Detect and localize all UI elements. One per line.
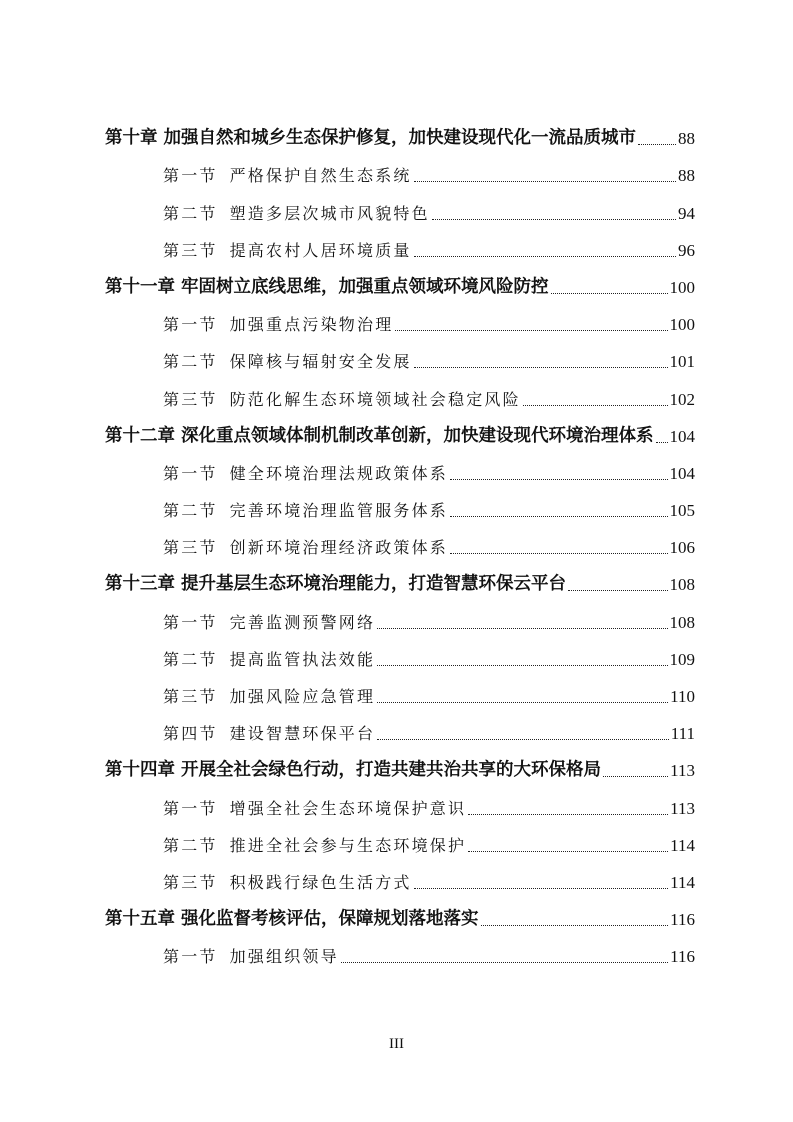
toc-entry[interactable] xyxy=(0,416,793,453)
toc-entry-number: 第四节 xyxy=(163,724,218,744)
toc-entry-title: 深化重点领域体制机制改革创新，加快建设现代环境治理体系 xyxy=(181,425,654,446)
toc-entry[interactable] xyxy=(0,936,793,973)
toc-entry-page: 104 xyxy=(669,426,695,446)
toc-entry-page: 116 xyxy=(670,910,695,930)
toc-entry-title: 推进全社会参与生态环境保护 xyxy=(229,835,467,855)
toc-entry-number: 第三节 xyxy=(163,872,218,892)
toc-entry-label xyxy=(163,312,393,335)
toc-entry-number: 第一节 xyxy=(163,612,218,632)
toc-entry-title: 塑造多层次城市风貌特色 xyxy=(229,203,430,223)
page-number: III xyxy=(389,1036,404,1052)
toc-entry-label xyxy=(105,422,654,447)
toc-entry-label xyxy=(105,756,601,781)
dot-leader xyxy=(377,665,667,666)
toc-entry-number: 第一节 xyxy=(163,798,218,818)
toc-entry-number: 第三节 xyxy=(163,538,218,558)
toc-entry-page: 88 xyxy=(678,166,695,186)
toc-entry-label xyxy=(163,201,430,224)
dot-leader xyxy=(468,851,668,852)
dot-leader xyxy=(568,590,668,591)
toc-entry-label xyxy=(163,647,375,670)
dot-leader xyxy=(395,330,667,331)
toc-entry-page: 108 xyxy=(669,575,695,595)
toc-entry-title: 提高监管执法效能 xyxy=(229,649,376,669)
dot-leader xyxy=(523,405,668,406)
dot-leader xyxy=(450,553,667,554)
toc-entry-label xyxy=(163,387,521,410)
toc-entry-page: 113 xyxy=(670,798,695,818)
toc-entry[interactable] xyxy=(0,378,793,415)
toc-entry-page: 114 xyxy=(670,835,695,855)
toc-entry[interactable] xyxy=(0,862,793,899)
dot-leader xyxy=(377,739,669,740)
toc-entry-label xyxy=(105,570,566,595)
toc-entry[interactable] xyxy=(0,601,793,638)
toc-entry-page: 105 xyxy=(669,501,695,521)
toc-entry-title: 健全环境治理法规政策体系 xyxy=(229,463,449,483)
toc-entry-title: 建设智慧环保平台 xyxy=(229,724,376,744)
toc-entry-label xyxy=(105,124,636,149)
toc-entry-number: 第一节 xyxy=(163,463,218,483)
toc-entry-title: 积极践行绿色生活方式 xyxy=(229,872,412,892)
toc-entry[interactable] xyxy=(0,230,793,267)
table-of-contents xyxy=(0,118,793,973)
toc-entry-page: 104 xyxy=(669,463,695,483)
toc-entry[interactable] xyxy=(0,155,793,192)
toc-entry-page: 108 xyxy=(669,612,695,632)
toc-entry[interactable] xyxy=(0,453,793,490)
toc-entry-title: 开展全社会绿色行动，打造共建共治共享的大环保格局 xyxy=(181,760,601,781)
dot-leader xyxy=(414,888,669,889)
toc-entry-page: 116 xyxy=(670,947,695,967)
dot-leader xyxy=(414,367,668,368)
toc-entry-title: 加强重点污染物治理 xyxy=(229,315,394,335)
toc-entry-title: 加强组织领导 xyxy=(229,947,339,967)
toc-entry[interactable] xyxy=(0,341,793,378)
toc-entry-title: 提高农村人居环境质量 xyxy=(229,240,412,260)
toc-entry-page: 106 xyxy=(669,538,695,558)
toc-entry-title: 保障核与辐射安全发展 xyxy=(229,352,412,372)
toc-entry-page: 101 xyxy=(669,352,695,372)
toc-entry-label xyxy=(163,870,412,893)
dot-leader xyxy=(656,442,668,443)
toc-entry-label xyxy=(163,944,339,967)
toc-entry-number: 第二节 xyxy=(163,501,218,521)
toc-entry[interactable] xyxy=(0,787,793,824)
toc-entry-number: 第二节 xyxy=(163,835,218,855)
toc-entry-number: 第十五章 xyxy=(105,909,175,930)
toc-entry[interactable] xyxy=(0,639,793,676)
toc-entry-label xyxy=(163,796,466,819)
toc-entry-title: 强化监督考核评估，保障规划落地落实 xyxy=(181,909,479,930)
toc-entry-title: 防范化解生态环境领域社会稳定风险 xyxy=(229,389,521,409)
toc-entry-number: 第三节 xyxy=(163,389,218,409)
dot-leader xyxy=(414,181,676,182)
toc-entry-label xyxy=(163,610,375,633)
dot-leader xyxy=(450,479,667,480)
toc-entry-label xyxy=(163,238,412,261)
toc-entry-label xyxy=(163,498,448,521)
toc-entry-page: 88 xyxy=(678,129,695,149)
toc-entry-number: 第二节 xyxy=(163,203,218,223)
dot-leader xyxy=(481,925,669,926)
dot-leader xyxy=(603,776,668,777)
toc-entry-number: 第十四章 xyxy=(105,760,175,781)
toc-entry-page: 100 xyxy=(669,315,695,335)
toc-entry-label xyxy=(105,273,549,298)
toc-entry-label xyxy=(163,833,466,856)
toc-entry-number: 第十三章 xyxy=(105,574,175,595)
toc-entry-label xyxy=(163,461,448,484)
dot-leader xyxy=(414,256,676,257)
toc-entry-label xyxy=(163,535,448,558)
toc-entry-label xyxy=(163,349,412,372)
dot-leader xyxy=(638,144,676,145)
toc-entry[interactable] xyxy=(0,192,793,229)
toc-entry-number: 第三节 xyxy=(163,687,218,706)
toc-entry[interactable] xyxy=(0,564,793,601)
toc-entry-page: 111 xyxy=(670,724,695,744)
toc-entry-title: 严格保护自然生态系统 xyxy=(229,166,412,186)
toc-entry-number: 第一节 xyxy=(163,947,218,967)
toc-entry[interactable] xyxy=(0,490,793,527)
toc-entry-page: 113 xyxy=(670,761,695,781)
dot-leader xyxy=(468,814,668,815)
toc-entry-title: 加强风险应急管理 xyxy=(229,687,376,706)
dot-leader xyxy=(432,219,676,220)
toc-entry[interactable] xyxy=(0,825,793,862)
toc-entry-page: 102 xyxy=(669,389,695,409)
toc-entry[interactable] xyxy=(0,118,793,155)
dot-leader xyxy=(377,702,668,703)
toc-entry[interactable] xyxy=(0,750,793,787)
toc-entry-title: 提升基层生态环境治理能力，打造智慧环保云平台 xyxy=(181,574,566,595)
toc-entry-page: 109 xyxy=(669,649,695,669)
toc-entry-title: 增强全社会生态环境保护意识 xyxy=(229,798,467,818)
toc-entry[interactable] xyxy=(0,899,793,936)
toc-entry-number: 第十二章 xyxy=(105,425,175,446)
toc-entry-number: 第十一章 xyxy=(105,276,175,297)
toc-entry-page: 100 xyxy=(669,277,695,297)
toc-entry-number: 第一节 xyxy=(163,315,218,335)
toc-entry-number: 第三节 xyxy=(163,240,218,260)
toc-entry-page: 110 xyxy=(670,687,695,706)
toc-entry-number: 第一节 xyxy=(163,166,218,186)
toc-entry-number: 第二节 xyxy=(163,352,218,372)
toc-entry-label xyxy=(105,905,479,930)
toc-entry-title: 完善监测预警网络 xyxy=(229,612,376,632)
toc-entry-label xyxy=(163,163,412,186)
dot-leader xyxy=(450,516,667,517)
dot-leader xyxy=(551,293,668,294)
toc-entry-page: 94 xyxy=(678,203,695,223)
toc-entry-title: 加强自然和城乡生态保护修复，加快建设现代化一流品质城市 xyxy=(163,128,636,149)
toc-entry[interactable] xyxy=(0,304,793,341)
toc-entry[interactable] xyxy=(0,527,793,564)
toc-entry-page: 114 xyxy=(670,872,695,892)
toc-entry-label xyxy=(163,721,375,744)
toc-entry[interactable] xyxy=(0,267,793,304)
toc-entry-number: 第十章 xyxy=(105,128,158,149)
toc-entry-title: 创新环境治理经济政策体系 xyxy=(229,538,449,558)
toc-entry-number: 第二节 xyxy=(163,649,218,669)
toc-entry-title: 完善环境治理监管服务体系 xyxy=(229,501,449,521)
toc-entry-page: 96 xyxy=(678,240,695,260)
toc-entry-title: 牢固树立底线思维，加强重点领域环境风险防控 xyxy=(181,276,549,297)
toc-entry[interactable] xyxy=(0,676,793,713)
toc-entry-label xyxy=(163,684,375,707)
dot-leader xyxy=(377,628,667,629)
toc-entry[interactable] xyxy=(0,713,793,750)
dot-leader xyxy=(341,962,668,963)
